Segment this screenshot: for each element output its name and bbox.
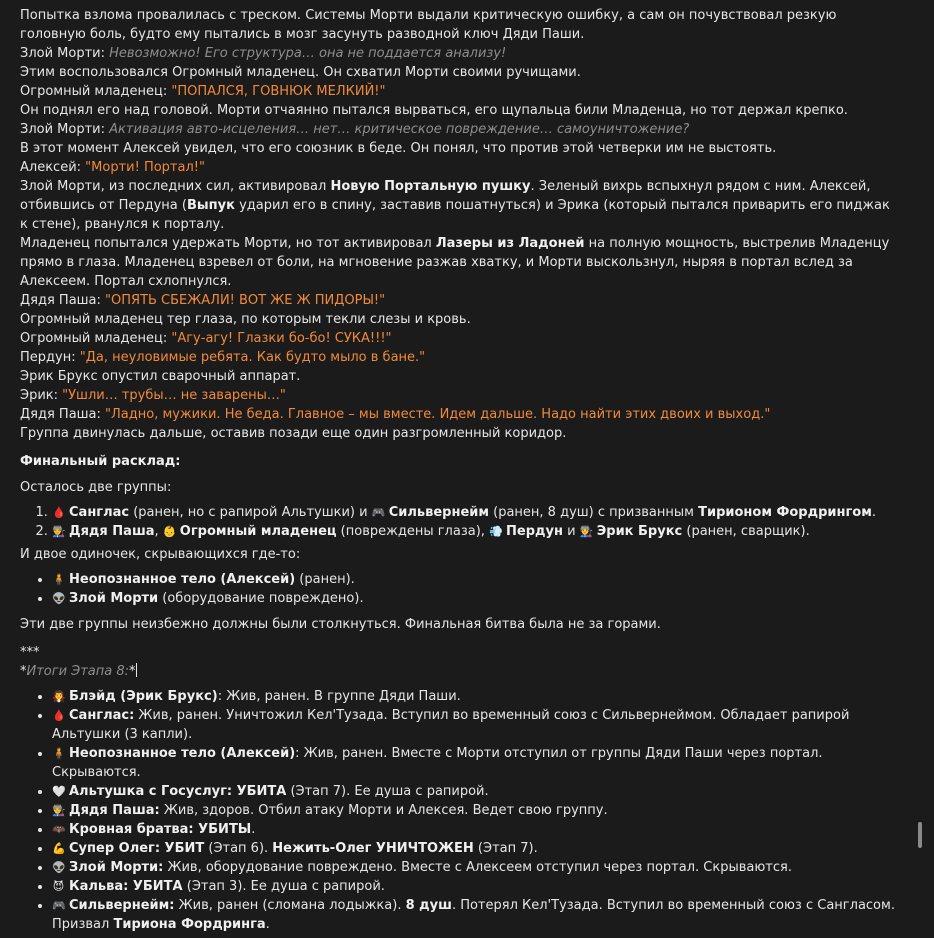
bold-run: Лазеры из Ладоней [435, 236, 585, 251]
dialogue-text: "ПОПАЛСЯ, ГОВНЮК МЕЛКИЙ!" [171, 84, 386, 99]
dialogue-text: Активация авто-исцеления… нет… критическое повреждение… самоуничтожение? [109, 122, 690, 137]
name: Неопознанное тело (Алексей) [69, 572, 296, 587]
dialogue-text: "Ладно, мужики. Не беда. Главное – мы вместе. Идем дальше. Надо найти этих двоих и выход." [105, 407, 771, 422]
text-run: : Жив, ранен. Вместе с Морти отступил от группы Дяди Паши через портал. Скрываются. [52, 746, 823, 780]
story-paragraph: Попытка взлома провалилась с треском. Системы Морти выдали критическую ошибку, а сам он почувствовал резкую головную боль, будто ему пытались в мозг засунуть разводной ключ Дяди Паши. [20, 8, 837, 42]
story-paragraph: Группа двинулась дальше, оставив позади еще один разгромленный коридор. [20, 426, 567, 441]
story-paragraph: Огромный младенец тер глаза, по которым текли слезы и кровь. [20, 312, 471, 327]
person-icon: 🧍 [52, 747, 66, 760]
dialogue-text: "Агу-агу! Глазки бо-бо! СУКА!!!" [171, 331, 392, 346]
dialogue-line [20, 158, 900, 177]
name: Супер Олег: УБИТ [69, 841, 205, 856]
text-run: (Этап 3). Ее душа с рапирой. [182, 879, 385, 894]
bat-icon: 🦇 [52, 823, 66, 836]
worker-icon: 👨‍🏭 [52, 804, 66, 817]
name: Неопознанное тело (Алексей) [69, 746, 296, 761]
dash-icon: 💨 [489, 525, 503, 538]
name: Дядя Паша: [69, 803, 160, 818]
name: Сильвернейм: [69, 898, 175, 913]
separator: *** [20, 645, 40, 660]
text-run: (Этап 7). [473, 841, 538, 856]
groups-list [20, 503, 900, 541]
text-run: . [871, 505, 876, 520]
summary-item [52, 687, 900, 706]
closing-paragraph: Эти две группы неизбежно должны были столкнуться. Финальная битва была не за горами. [20, 617, 661, 632]
speaker: Эрик: [20, 388, 59, 403]
groups-intro: Осталось две группы: [20, 480, 172, 495]
text-run: Злой Морти, из последних сил, активировал [20, 179, 331, 194]
name: Альтушка с Госуслуг: УБИТА [69, 784, 287, 799]
worker-icon: 👨‍🏭 [579, 525, 594, 538]
alien-icon: 👽 [52, 592, 66, 605]
summary-item [52, 801, 900, 820]
text-run: (ранен, сварщик). [682, 524, 810, 539]
text-run: . Зеленый вихрь вспыхнул рядом с ним. Алексей, отбившись от Пердуна ( [20, 179, 871, 213]
baby-icon: 👶 [162, 525, 177, 538]
loners-intro: И двое одиночек, скрывающихся где-то: [20, 547, 301, 562]
blood-drop-icon: 🩸 [52, 506, 66, 519]
bold-run: Новую Портальную пушку [330, 179, 531, 194]
name: Дядя Паша [69, 524, 155, 539]
dialogue-line [20, 348, 900, 367]
speaker: Дядя Паша: [20, 293, 101, 308]
devil-icon: 😈 [52, 880, 65, 893]
text-run: (повреждены глаза), [336, 524, 490, 539]
summary-item [52, 858, 900, 877]
speaker: Пердун: [20, 350, 76, 365]
loner-item [52, 570, 900, 589]
summary-item [52, 820, 900, 839]
dialogue-text: "ОПЯТЬ СБЕЖАЛИ! ВОТ ЖЕ Ж ПИДОРЫ!" [105, 293, 386, 308]
bold-run: Выпук [186, 198, 235, 213]
summary-item [52, 839, 900, 858]
muscle-icon: 💪 [52, 842, 66, 855]
dialogue-line [20, 405, 900, 424]
name: Тирионом Фордрингом [698, 505, 872, 520]
heart-icon: 🤍 [52, 785, 66, 798]
text-run: Младенец попытался удержать Морти, но тот активировал [20, 236, 436, 251]
stage-title[interactable] [20, 662, 900, 681]
text-run: и [563, 524, 580, 539]
text-run: на полную мощность, выстрелив Младенцу прямо в глаза. Младенец взревел от боли, на мгновение разжав хватку, и Морти выскользнул, ныряя в портал вслед за Алексеем. Портал схлопнулся. [20, 236, 890, 289]
dialogue-line [20, 329, 900, 348]
blood-drop-icon: 🩸 [52, 709, 66, 722]
story-paragraph: Этим воспользовался Огромный младенец. Он схватил Морти своими ручищами. [20, 65, 581, 80]
text-run: (Этап 6). [204, 841, 273, 856]
name: Нежить-Олег УНИЧТОЖЕН [272, 841, 474, 856]
story-paragraph: Он поднял его над головой. Морти отчаянно пытался вырваться, его щупальца били Младенца, но тот держал крепко. [20, 103, 848, 118]
summary-item [52, 896, 900, 934]
text-run: (ранен, но с рапирой Альтушки) и [129, 505, 372, 520]
speaker: Огромный младенец: [20, 331, 168, 346]
dialogue-text: Невозможно! Его структура… она не поддается анализу! [109, 46, 507, 61]
name: Пердун [506, 524, 563, 539]
group-item [52, 503, 900, 522]
vampire-icon: 🧛 [52, 690, 66, 703]
loner-item [52, 589, 900, 608]
text-run: : Жив, ранен. В группе Дяди Паши. [217, 689, 461, 704]
group-item [52, 522, 900, 541]
name: Эрик Брукс [596, 524, 683, 539]
dialogue-line [20, 82, 900, 101]
summary-item [52, 877, 900, 896]
name: Тириона Фордринга [113, 917, 266, 932]
section-heading [20, 452, 900, 471]
summary-item [52, 706, 900, 744]
speaker: Злой Морти: [20, 46, 106, 61]
story-paragraph: Эрик Брукс опустил сварочный аппарат. [20, 369, 301, 384]
text-run: ударил его в спину, заставив пошатнуться) и Эрика (который пытался приварить его пиджак к стене), рванулся к порталу. [20, 198, 890, 232]
heading-text: Финальный расклад: [20, 454, 181, 469]
text-run: (ранен). [295, 572, 355, 587]
text-run: , [154, 524, 163, 539]
dialogue-line [20, 120, 900, 139]
name: 8 душ [405, 898, 452, 913]
name: Кальва: УБИТА [69, 879, 183, 894]
dialogue-line [20, 386, 900, 405]
text-run: (Этап 7). Ее душа с рапирой. [286, 784, 489, 799]
text-cursor [136, 663, 137, 677]
text-run: Жив, ранен (сломана лодыжка). [174, 898, 406, 913]
text-run: . [251, 822, 256, 837]
document-body [20, 6, 900, 938]
name: Кровная братва: УБИТЫ [69, 822, 252, 837]
text-run: (оборудование повреждено). [158, 591, 364, 606]
alien-icon: 👽 [52, 861, 66, 874]
scrollbar-thumb[interactable] [918, 822, 922, 848]
story-paragraph [20, 234, 900, 291]
stage-title-text: Итоги Этапа 8: [26, 664, 130, 679]
text-run: . Потерял Кел'Тузада. Вступил во временный союз с Сангласом. Призвал [52, 898, 895, 932]
asterisk: * [129, 664, 136, 679]
name: Огромный младенец [179, 524, 337, 539]
summary-item [52, 744, 900, 782]
dialogue-text: "Да, неуловимые ребята. Как будто мыло в бане." [79, 350, 426, 365]
speaker: Алексей: [20, 160, 82, 175]
dialogue-line [20, 291, 900, 310]
name: Сильвернейм [388, 505, 489, 520]
name: Блэйд (Эрик Брукс) [69, 689, 218, 704]
text-run: Жив, здоров. Отбил атаку Морти и Алексея. Ведет свою группу. [159, 803, 608, 818]
summary-item [52, 782, 900, 801]
speaker: Огромный младенец: [20, 84, 168, 99]
story-paragraph [20, 177, 900, 234]
loners-list [20, 570, 900, 608]
asterisk: * [20, 664, 27, 679]
dialogue-text: "Ушли… трубы… не заварены…" [62, 388, 286, 403]
text-run: (ранен, 8 душ) с призванным [489, 505, 699, 520]
gamepad-icon: 🎮 [371, 506, 386, 519]
name: Санглас: [69, 708, 135, 723]
name: Санглас [69, 505, 130, 520]
dialogue-text: "Морти! Портал!" [85, 160, 205, 175]
person-icon: 🧍 [52, 573, 66, 586]
speaker: Дядя Паша: [20, 407, 101, 422]
gamepad-icon: 🎮 [52, 899, 66, 912]
summary-list [20, 687, 900, 934]
speaker: Злой Морти: [20, 122, 106, 137]
story-paragraph: В этот момент Алексей увидел, что его союзник в беде. Он понял, что против этой четверки им не выстоять. [20, 141, 777, 156]
dialogue-line [20, 44, 900, 63]
name: Злой Морти [69, 591, 159, 606]
worker-icon: 👨‍🏭 [52, 525, 66, 538]
text-run: Жив, ранен. Уничтожил Кел'Тузада. Вступил во временный союз с Сильвернеймом. Обладает рапирой Альтушки (3 капли). [52, 708, 850, 742]
name: Злой Морти: [69, 860, 164, 875]
text-run: Жив, оборудование повреждено. Вместе с Алексеем отступил через портал. Скрываются. [163, 860, 792, 875]
text-run: . [265, 917, 270, 932]
